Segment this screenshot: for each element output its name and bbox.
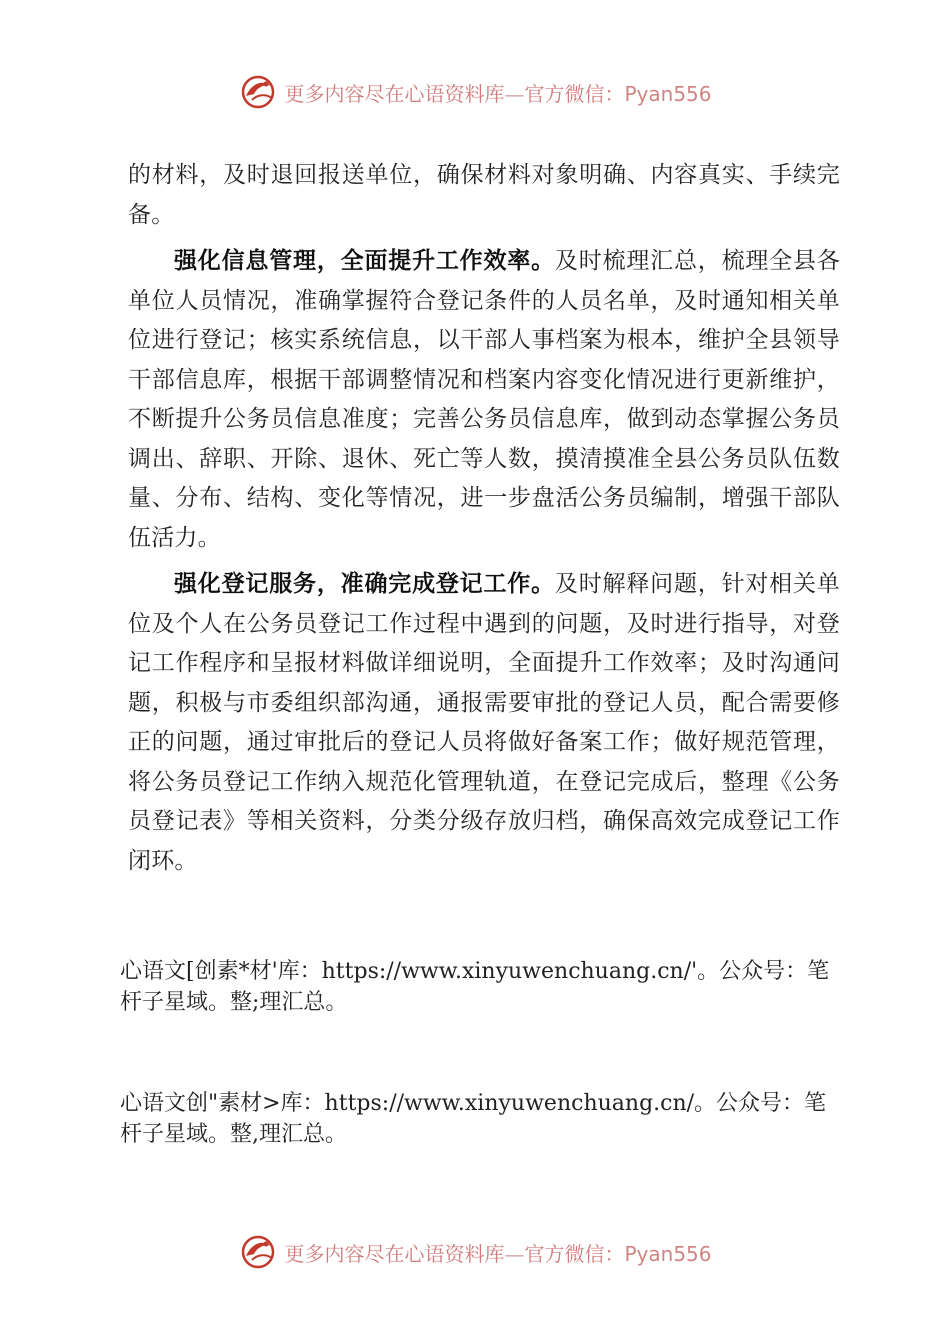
watermark-separator: — [504, 1241, 525, 1266]
logo-icon [238, 72, 278, 112]
watermark-text [284, 78, 711, 107]
document-body [128, 156, 840, 888]
paragraph-continuation [128, 156, 840, 235]
watermark-separator: — [504, 81, 525, 106]
paragraph-registration-service [128, 565, 840, 881]
source-note-1: 心语文[创素*材'库：https://www.xinyuwenchuang.cn/'。公众号：笔杆子星域。整;理汇总。 [120, 959, 830, 1015]
paragraph-text: 的材料，及时退回报送单位，确保材料对象明确、内容真实、手续完备。 [128, 162, 840, 228]
paragraph-lead: 强化登记服务，准确完成登记工作。 [174, 571, 555, 597]
watermark-main: 更多内容尽在心语资料库 [284, 81, 505, 106]
watermark-main: 更多内容尽在心语资料库 [284, 1241, 505, 1266]
watermark-wechat-label: 官方微信： [524, 1241, 625, 1266]
watermark-header [0, 70, 950, 114]
watermark-wechat-label: 官方微信： [524, 81, 625, 106]
watermark-handle: Pyan556 [624, 81, 712, 106]
paragraph-info-management [128, 242, 840, 558]
paragraph-text: 及时解释问题，针对相关单位及个人在公务员登记工作过程中遇到的问题，及时进行指导，对登记工作程序和呈报材料做详细说明，全面提升工作效率；及时沟通问题，积极与市委组织部沟通，通报需要审批的登记人员，配合需要修正的问题，通过审批后的登记人员将做好备案工作；做好规范管理，将公务员登记工作纳入规范化管理轨道，在登记完成后，整理《公务员登记表》等相关资料，分类分级存放归档，确保高效完成登记工作闭环。 [128, 571, 840, 874]
paragraph-lead: 强化信息管理，全面提升工作效率。 [174, 248, 555, 274]
logo-icon [238, 1232, 278, 1272]
source-note-2: 心语文创"素材>库：https://www.xinyuwenchuang.cn/。公众号：笔杆子星域。整,理汇总。 [120, 1091, 827, 1147]
watermark-text [284, 1238, 711, 1267]
watermark-handle: Pyan556 [624, 1241, 712, 1266]
watermark-footer [0, 1230, 950, 1274]
paragraph-text: 及时梳理汇总，梳理全县各单位人员情况，准确掌握符合登记条件的人员名单，及时通知相关单位进行登记；核实系统信息，以干部人事档案为根本，维护全县领导干部信息库，根据干部调整情况和档案内容变化情况进行更新维护，不断提升公务员信息准度；完善公务员信息库，做到动态掌握公务员调出、辞职、开除、退休、死亡等人数，摸清摸准全县公务员队伍数量、分布、结构、变化等情况，进一步盘活公务员编制，增强干部队伍活力。 [128, 248, 840, 551]
